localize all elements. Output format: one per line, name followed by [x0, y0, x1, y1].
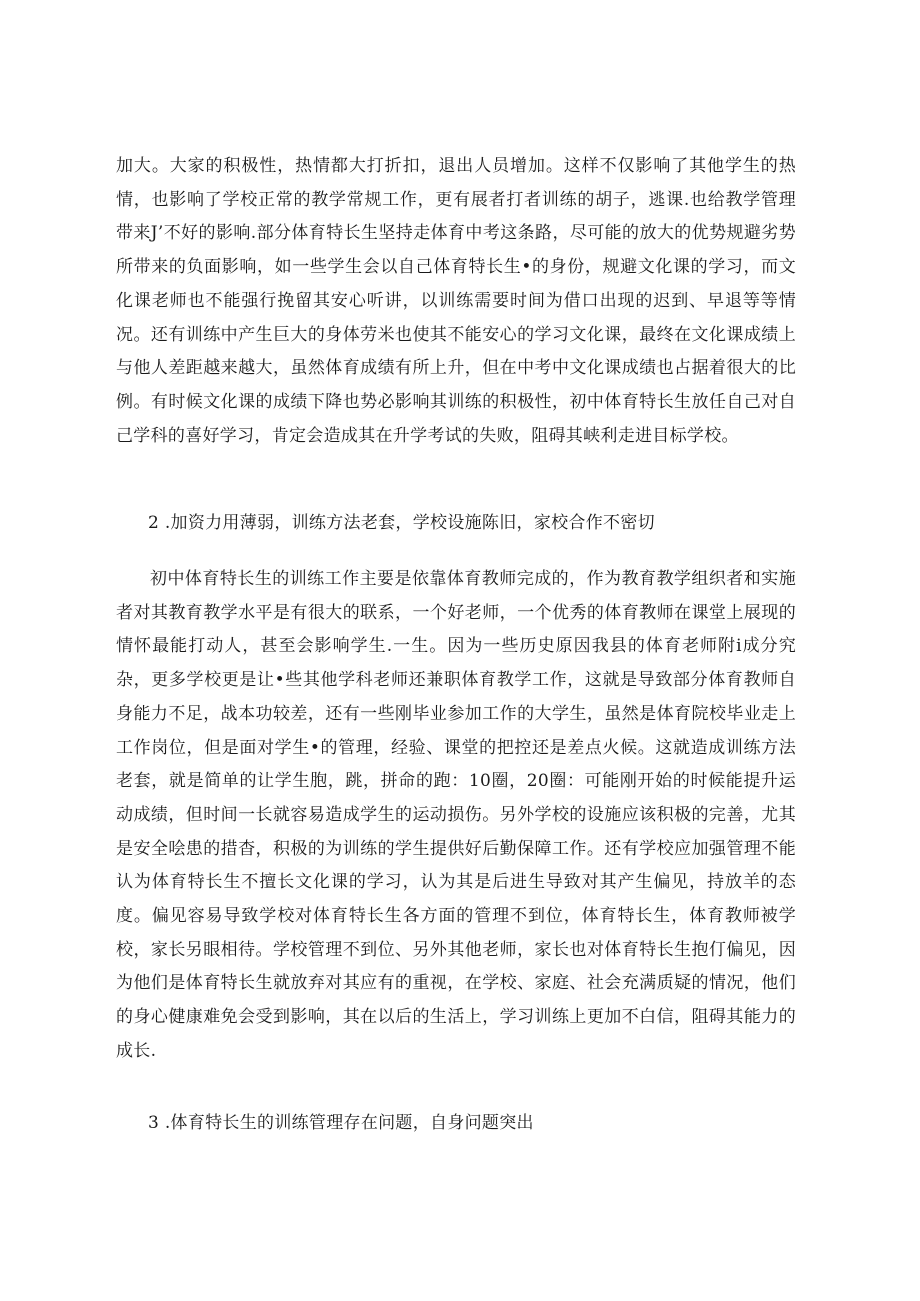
- section-heading-3: 3 .体育特长生的训练管理存在问题，自身问题突出: [148, 1113, 534, 1133]
- section-heading-2: 2 .加资力用薄弱，训练方法老套，学校设施陈旧，家校合作不密切: [148, 513, 655, 533]
- body-paragraph: 加大。大家的积极性，热情都大打折扣，退出人员增加。这样不仅影响了其他学生的热情，也影响了学校正常的教学常规工作，更有展者打者训练的胡子，逃课.也给教学管理带来J’不好的影响.部分体育特长生坚持走体育中考这条路，尽可能的放大的优势规避劣势所带来的负面影响，如一些学生会以自己体育特长生•的身份，规避文化课的学习，而文化课老师也不能强行挽留其安心听讲，以训练需要时间为借口出现的迟到、早退等等情况。还有训练中产生巨大的身体劳米也使其不能安心的学习文化课，最终在文化课成绩上与他人差距越来越大，虽然体育成绩有所上升，但在中考中文化课成绩也占据着很大的比例。有时候文化课的成绩下降也势必影响其训练的积极性，初中体育特长生放任自己对自己学科的喜好学习，肯定会造成其在升学考试的失败，阻碍其峡利走进目标学校。: [116, 156, 796, 446]
- body-paragraph: 初中体育特长生的训练工作主要是依靠体育教师完成的，作为教育教学组织者和实施者对其教育教学水平是有很大的联系，一个好老师，一个优秀的体育教师在课堂上展现的情怀最能打动人，甚至会影响学生.一生。因为一些历史原因我县的体育老师附i成分究杂，更多学校更是让•些其他学科老师还兼职体育教学工作，这就是导致部分体育教师自身能力不足，战本功较差，还有一些刚毕业参加工作的大学生，虽然是体育院校毕业走上工作岗位，但是面对学生•的管理，经验、课堂的把控还是差点火候。这就造成训练方法老套，就是简单的让学生胞，跳，拼命的跑：10圈，20圈：可能刚开始的时候能提升运动成绩，但时间一长就容易造成学生的运动损伤。另外学校的设施应该积极的完善，尤其是安全哙患的措杳，积极的为训练的学生提供好后勤保障工作。还有学校应加强管理不能认为体育特长生不擅长文化课的学习，认为其是后进生导致对其产生偏见，持放羊的态度。偏见容易导致学校对体育特长生各方面的管理不到位，体育特长生，体育教师被学校，家长另眼相待。学校管理不到位、另外其他老师，家长也对体育特长生抱仃偏见，因为他们是体育特长生就放弃对其应有的重视，在学校、家庭、社会充满质疑的情况，他们的身心健康难免会受到影响，其在以后的生活上，学习训练上更加不白信，阻碍其能力的成长.: [116, 569, 796, 1061]
